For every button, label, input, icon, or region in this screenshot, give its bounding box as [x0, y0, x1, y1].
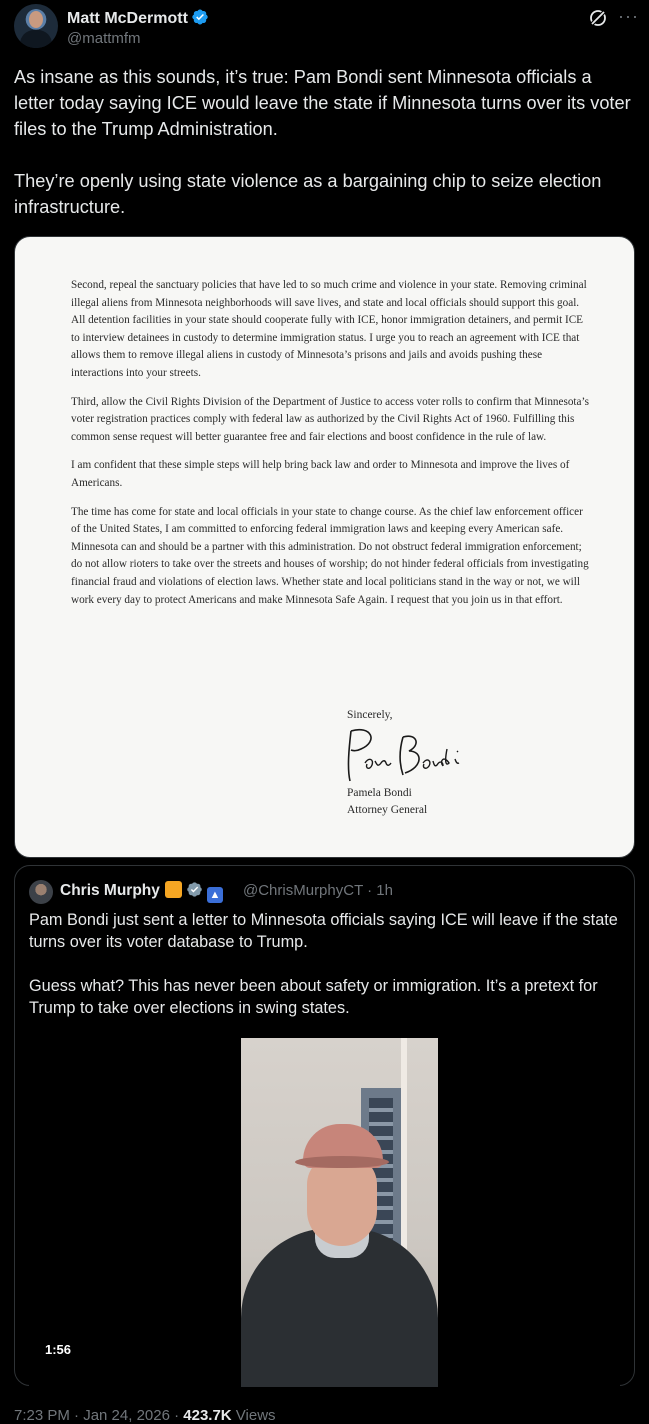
post-paragraph: As insane as this sounds, it’s true: Pam Bondi sent Minnesota officials a letter today saying ICE would leave the state if Minnesota turns over its voter files to the Trump Administration. — [14, 67, 631, 139]
letter-signer — [347, 785, 427, 819]
post-text — [14, 64, 634, 220]
post-header — [14, 4, 639, 54]
video-duration: 1:56 — [39, 1340, 77, 1359]
affiliate-badge-icon — [165, 881, 182, 898]
quoted-author-name-row[interactable] — [60, 881, 223, 903]
letter-closing: Sincerely, — [347, 709, 393, 721]
grey-verified-badge-icon — [186, 881, 203, 903]
government-badge-icon: ▲ — [207, 887, 223, 903]
quoted-paragraph: Guess what? This has never been about safety or immigration. It’s a pretext for Trump to take over elections in swing states. — [29, 977, 598, 1017]
quoted-post[interactable] — [14, 865, 635, 1386]
signature-image — [341, 723, 481, 783]
author-name[interactable]: Matt McDermott — [67, 10, 188, 27]
video-player[interactable] — [29, 1026, 620, 1387]
more-options-icon[interactable]: ··· — [618, 6, 639, 26]
quoted-post-text — [29, 909, 621, 1019]
quoted-author-handle[interactable]: @ChrisMurphyCT · 1h — [243, 882, 393, 899]
letter-paragraph: Third, allow the Civil Rights Division of the Department of Justice to access voter rolls to confirm that Minnesota’s voter registration practices comply with federal law as authorized by the Civil Rights Act of 1960. Fulfilling this common sense request will better guarantee free and fair elections and boost confidence in the rule of law. — [71, 395, 589, 443]
grok-icon[interactable] — [588, 8, 608, 28]
video-thumbnail[interactable] — [241, 1038, 438, 1387]
views-label: Views — [231, 1407, 276, 1424]
verified-badge-icon — [191, 8, 209, 31]
post-meta — [14, 1407, 276, 1424]
views-count: 423.7K — [183, 1407, 232, 1424]
signer-title: Attorney General — [347, 804, 428, 816]
letter-paragraph: Second, repeal the sanctuary policies that have led to so much crime and violence in your state. Removing criminal illegal aliens from Minnesota neighborhoods will save lives, and state and local officials should support this goal. All detention facilities in your state should cooperate fully with ICE, honor immigration detainers, and permit ICE to interview detainees in custody to determine immigration status. I urge you to reach an agreement with ICE that allows them to remove illegal aliens in custody of Minnesota’s prisons and jails and avoids pushing these interactions into your streets. — [71, 279, 587, 379]
post-paragraph: They’re openly using state violence as a bargaining chip to seize election infrastructure. — [14, 171, 602, 217]
author-handle[interactable]: @mattmfm — [67, 30, 141, 47]
signer-name: Pamela Bondi — [347, 787, 412, 799]
quoted-author-avatar[interactable] — [29, 880, 53, 904]
author-name-row[interactable] — [67, 8, 209, 31]
letter-body — [71, 277, 591, 620]
letter-image[interactable] — [14, 236, 635, 858]
author-avatar[interactable] — [14, 4, 58, 48]
quoted-author-name[interactable]: Chris Murphy — [60, 882, 160, 899]
quoted-paragraph: Pam Bondi just sent a letter to Minnesota officials saying ICE will leave if the state turns over its voter database to Trump. — [29, 911, 618, 951]
letter-paragraph: The time has come for state and local officials in your state to change course. As the chief law enforcement officer of the United States, I am committed to enforcing federal immigration laws and keeping every American safe. Minnesota can and should be a partner with this administration. Do not obstruct federal immigration enforcement; do not allow rioters to take over the streets and houses of worship; do not hinder federal officials from investigating financial fraud and violations of election laws. Whether state and local politicians stand in the way or not, we will work every day to protect Americans and make Minnesota Safe Again. I request that you join us in that effort. — [71, 505, 589, 606]
letter-paragraph: I am confident that these simple steps will help bring back law and order to Minnesota and improve the lives of Americans. — [71, 459, 570, 489]
post-timestamp[interactable]: 7:23 PM · Jan 24, 2026 · — [14, 1407, 184, 1424]
